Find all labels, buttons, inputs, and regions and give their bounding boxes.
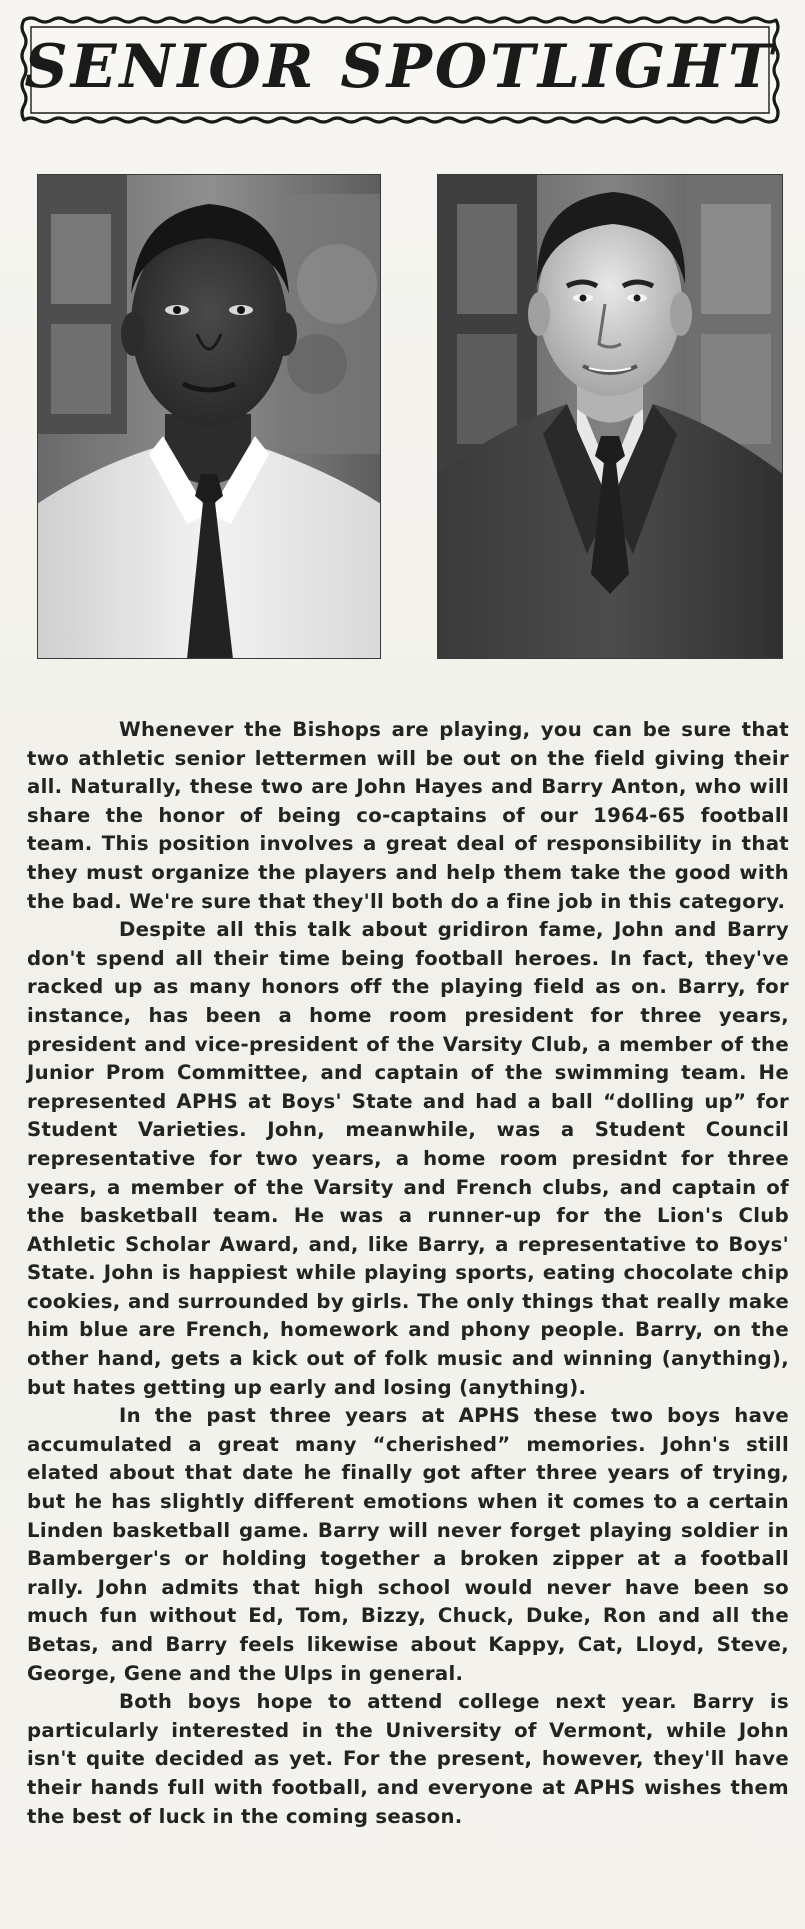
page-title: SENIOR SPOTLIGHT — [24, 32, 776, 102]
article-paragraph-1: Whenever the Bishops are playing, you can be sure that two athletic senior lettermen will be out on the field giving their all. Naturally, these two are John Hayes and Barry Anton, who will share the honor of being co-captains of our 1964-65 football team. This position involves a great deal of responsibility in that they must organize the players and help them take the good with the bad. We're sure that they'll both do a fine job in this category. — [27, 718, 789, 913]
article-paragraph-3: In the past three years at APHS these two boys have accumulated a great many “cherished” memories. John's still elated about that date he finally got after three years of trying, but he has slightly different emotions when it comes to a certain Linden basketball game. Barry will never forget playing soldier in Bamberger's or holding together a broken zipper at a football rally. John admits that high school would never have been so much fun without Ed, Tom, Bizzy, Chuck, Duke, Ron and all the Betas, and Barry feels likewise about Kappy, Cat, Lloyd, Steve, George, Gene and the Ulps in general. — [27, 1404, 789, 1685]
portrait-photo-left — [37, 174, 381, 659]
portrait-left-image — [37, 174, 381, 659]
article-paragraph-4: Both boys hope to attend college next year. Barry is particularly interested in the University of Vermont, while John isn't quite decided as yet. For the present, however, they'll have their hands full with football, and everyone at APHS wishes them the best of luck in the coming season. — [27, 1690, 789, 1828]
article-body — [27, 716, 789, 1831]
article-paragraph-2: Despite all this talk about gridiron fame, John and Barry don't spend all their time being football heroes. In fact, they've racked up as many honors off the playing field as on. Barry, for instance, has been a home room president for three years, president and vice-president of the Varsity Club, a member of the Junior Prom Committee, and captain of the swimming team. He represented APHS at Boys' State and had a ball “dolling up” for Student Varieties. John, meanwhile, was a Student Council representative for two years, a home room presidnt for three years, a member of the Varsity and French clubs, and captain of the basketball team. He was a runner-up for the Lion's Club Athletic Scholar Award, and, like Barry, a representative to Boys' State. John is happiest while playing sports, eating chocolate chip cookies, and surrounded by girls. The only things that really make him blue are French, homework and phony people. Barry, on the other hand, gets a kick out of folk music and winning (anything), but hates getting up early and losing (anything). — [27, 918, 789, 1399]
title-banner — [18, 14, 782, 126]
portrait-photo-right — [437, 174, 783, 659]
portrait-right-image — [437, 174, 783, 659]
